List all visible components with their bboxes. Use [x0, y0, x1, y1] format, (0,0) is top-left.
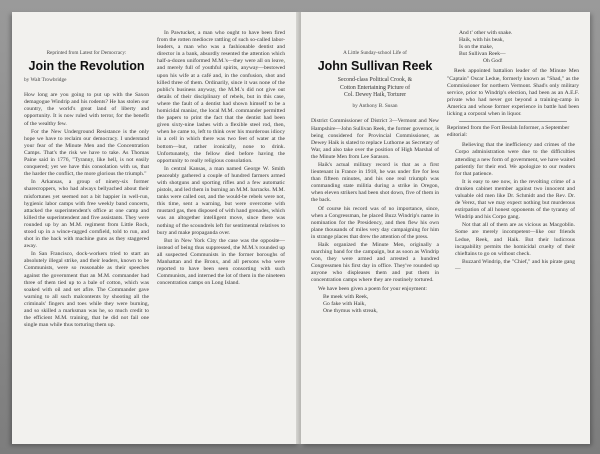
left-headline: Join the Revolution [28, 59, 145, 74]
left-page [12, 12, 299, 444]
paragraph: In central Kansas, a man named George W. Smith peaceably gathered a couple of hundred farmers armed with shotguns and sporting rifles and a few automatic pistols, and led them in burning an M.M. barracks. M.M. tanks were called out, and the would-be rebels were not, this time, sent a warning, but were overcome with mustard gas, then disposed of with hand grenades, which was an altogether intelligent move, since there was nothing of the scoundrels left for sentimental relatives to bury and make propaganda over. [157, 165, 285, 236]
poem-line: Is on the make, [459, 44, 494, 51]
paragraph: But in New York City the case was the opposite—instead of being thus suppressed, the M.M.'s rounded up all suspected Communists in the former boroughs of Manhattan and the Bronx, and all persons who were reported to have been seen consorting with such Communists, and interned the lot of them in the nineteen concentration camps on Long Island. [157, 237, 285, 287]
right-column-1 [311, 32, 439, 316]
notice-paragraph: It is easy to see now, in the revolting crime of a drunken cabinet member against two innocent and valuable old men like Dr. Schmidt and the Rev. Dr. de Verez, that we may expect nothing but murderous extirpation of all honest opponents of the tyranny of Windrip and his Corpo gang. [455, 178, 575, 221]
left-column-1 [24, 32, 149, 330]
notice-paragraph: Believing that the inefficiency and crimes of the Corpo administration were due to the difficulties attending a new form of government, we have waited patiently for their end. We apologize to our readers for that patience. [455, 142, 575, 177]
right-subtitle-3: Col. Dewey Haik, Torturer [343, 91, 407, 98]
poem-line: Go fake with Haik, [323, 300, 366, 307]
left-column-2 [157, 30, 285, 288]
poem-stanza-2 [447, 30, 579, 65]
paragraph: In Pawtucket, a man who ought to have been fired from the rotten mediocre rattling of such so-called labor-leaders, a man who was a fashionable dentist and director in a bank, absurdly resented the attention which half-a-dozen uniformed M.M.'s—they were all on leave, and merely full of youthful spirits, anyway—bestowed upon his wife at a café and, in the confusion, shot and killed three of them. Ordinarily, since it was none of the public's business anyway, the M.M.'s did not give out details of their disciplinary of rebels, but in this case, where the fault of a dentist had shown himself to be a homicidal maniac, the local M.M. commander permitted the papers to print the fact that the dentist had been given sixty-nine lashes with a flexible steel rod, then, when he came to, left to think over his murderous idiocy in a cell in which there was two feet of water at the bottom—but, rather ironically, none to drink. Unfortunately, the fellow died before having the opportunity to really religious consolation. [157, 30, 285, 164]
poem-line: But Sullivan Reek— [459, 51, 506, 58]
notice-last-line: Buzzard Windrip, the "Chief," and his pirate gang— [455, 258, 575, 272]
divider [459, 121, 567, 122]
paragraph: District Commissioner of District 3—Vermont and New Hampshire—John Sullivan Reek, the former governor, is being considered for Provincial Commissioner, as Dewey Haik is slated to replace Luthorne as Secretary of War, and also take over the position of High Marshal of the Minute Men from Lee Sarason. [311, 118, 439, 160]
left-byline: by Walt Trowbridge [24, 77, 67, 84]
paragraph: Reek appointed battalion leader of the Minute Men "Captain" Oscar Ledue, formerly known as "Shad," as the Commissioner for northern Vermont. Shad's only military service, prior to Windrip's election, had been as an A.E.F. private who had never got beyond a training-camp in America and whose former experience in battle had been licking a corporal when in liquor. [447, 68, 579, 118]
right-kicker: A Little Sunday-school Life of [343, 50, 407, 56]
paragraph: Haik's actual military record is that as a first lieutenant in France in 1918, he was under fire for less than fifteen minutes, and his one real triumph was commanding state militia during a strike in Oregon, when eleven strikers had been shot down, five of them in the back. [311, 161, 439, 204]
paragraph: In Arkansas, a group of ninety-six former sharecroppers, who had always bellyached about their misfortunes yet seemed not a bit happier in well-run, hygienic labor camps with free weekly band concerts, attacked the superintendent's office at one camp and killed the superintendent and five assistants. They were rounded up by an M.M. regiment from Little Rock, stood up in a wince-ragged cornfield, told to run, and shot in the back with machine guns as they staggered away. [24, 179, 149, 250]
poem-line: Haik, with his beak, [459, 37, 504, 44]
poem-line: One thymus with streak, [323, 307, 378, 314]
right-column-2 [447, 30, 579, 274]
paragraph: In San Francisco, dock-workers tried to start an absolutely illegal strike, and their leaders, known to be Communists, were so reasonable as their speeches against the government that an M.M. commander had three of them tied up to a bale of cotton, which was soaked with oil and set afire. The Commander gave warning to all such malcontents by shooting all the criminals' fingers and toes while they were burning, and so skilled a marksman was he, so much credit to the efficient M.M. training, that he did not fail one single man while thus torturing them up. [24, 251, 149, 329]
paragraph: Of course his record was of no importance, since, when a Congressman, he placed Buzz Windrip's name in nomination for the Presidency, and then flew his own plane thousands of miles very day campaigning for him in strange places that drew the attention of the press. [311, 205, 439, 240]
paragraph: We have been given a poem for your enjoyment: [318, 285, 427, 292]
paragraph: How long are you going to put up with the Saxon demagogue Windrip and his rodents? He has stolen our country, the world's great land of liberty and opportunity. It is now ruled with terror, for the benefit of the wealthy few. [24, 92, 149, 127]
notice-paragraph: Not that all of them are as vicious as Macgoblin. Some are merely incompetent—like our friends Ledue, Reek, and Haik. But their ludicrous incapability permits the homicidal cruelty of their chieftains to go on without check. [455, 222, 575, 257]
right-page [301, 12, 590, 444]
poem-line: Be meek with Reek, [323, 293, 369, 300]
poem-line: And t' other with snake. [459, 30, 513, 36]
paragraph: Haik organized the Minute Men, originally a marching band for the campaign, but as soon as Windrip won, they were armed and arrested a hundred Congressmen his first day in office. They've rounded up anyone who displeases them and put them in concentration camps where they are routinely tortured. [311, 242, 439, 284]
poem-line: Oh God! [483, 58, 503, 65]
right-headline: John Sullivan Reek [317, 59, 433, 74]
right-subtitle-2: Cotton Entertaining Picture of [339, 84, 411, 91]
right-byline: by Anthony B. Susan [352, 103, 398, 110]
paragraph: For the New Underground Resistance is the only hope we have to reclaim our democracy. I understand your fear of the Minute Men and the Concentration Camps. That's the risk we have to take. As Thomas Paine said in 1776, "Tyranny, like hell, is not easily conquered; yet we have this consolation with us, that the harder the conflict, the more glorious the triumph." [24, 128, 149, 178]
poem-stanza-1 [311, 294, 439, 315]
notice-source: Reprinted from the Fort Beulah Informer, a September editorial: [447, 125, 570, 139]
left-kicker: Reprinted from Latest for Democracy: [46, 50, 127, 56]
right-subtitle-1: Second-class Political Crook, & [337, 77, 413, 84]
